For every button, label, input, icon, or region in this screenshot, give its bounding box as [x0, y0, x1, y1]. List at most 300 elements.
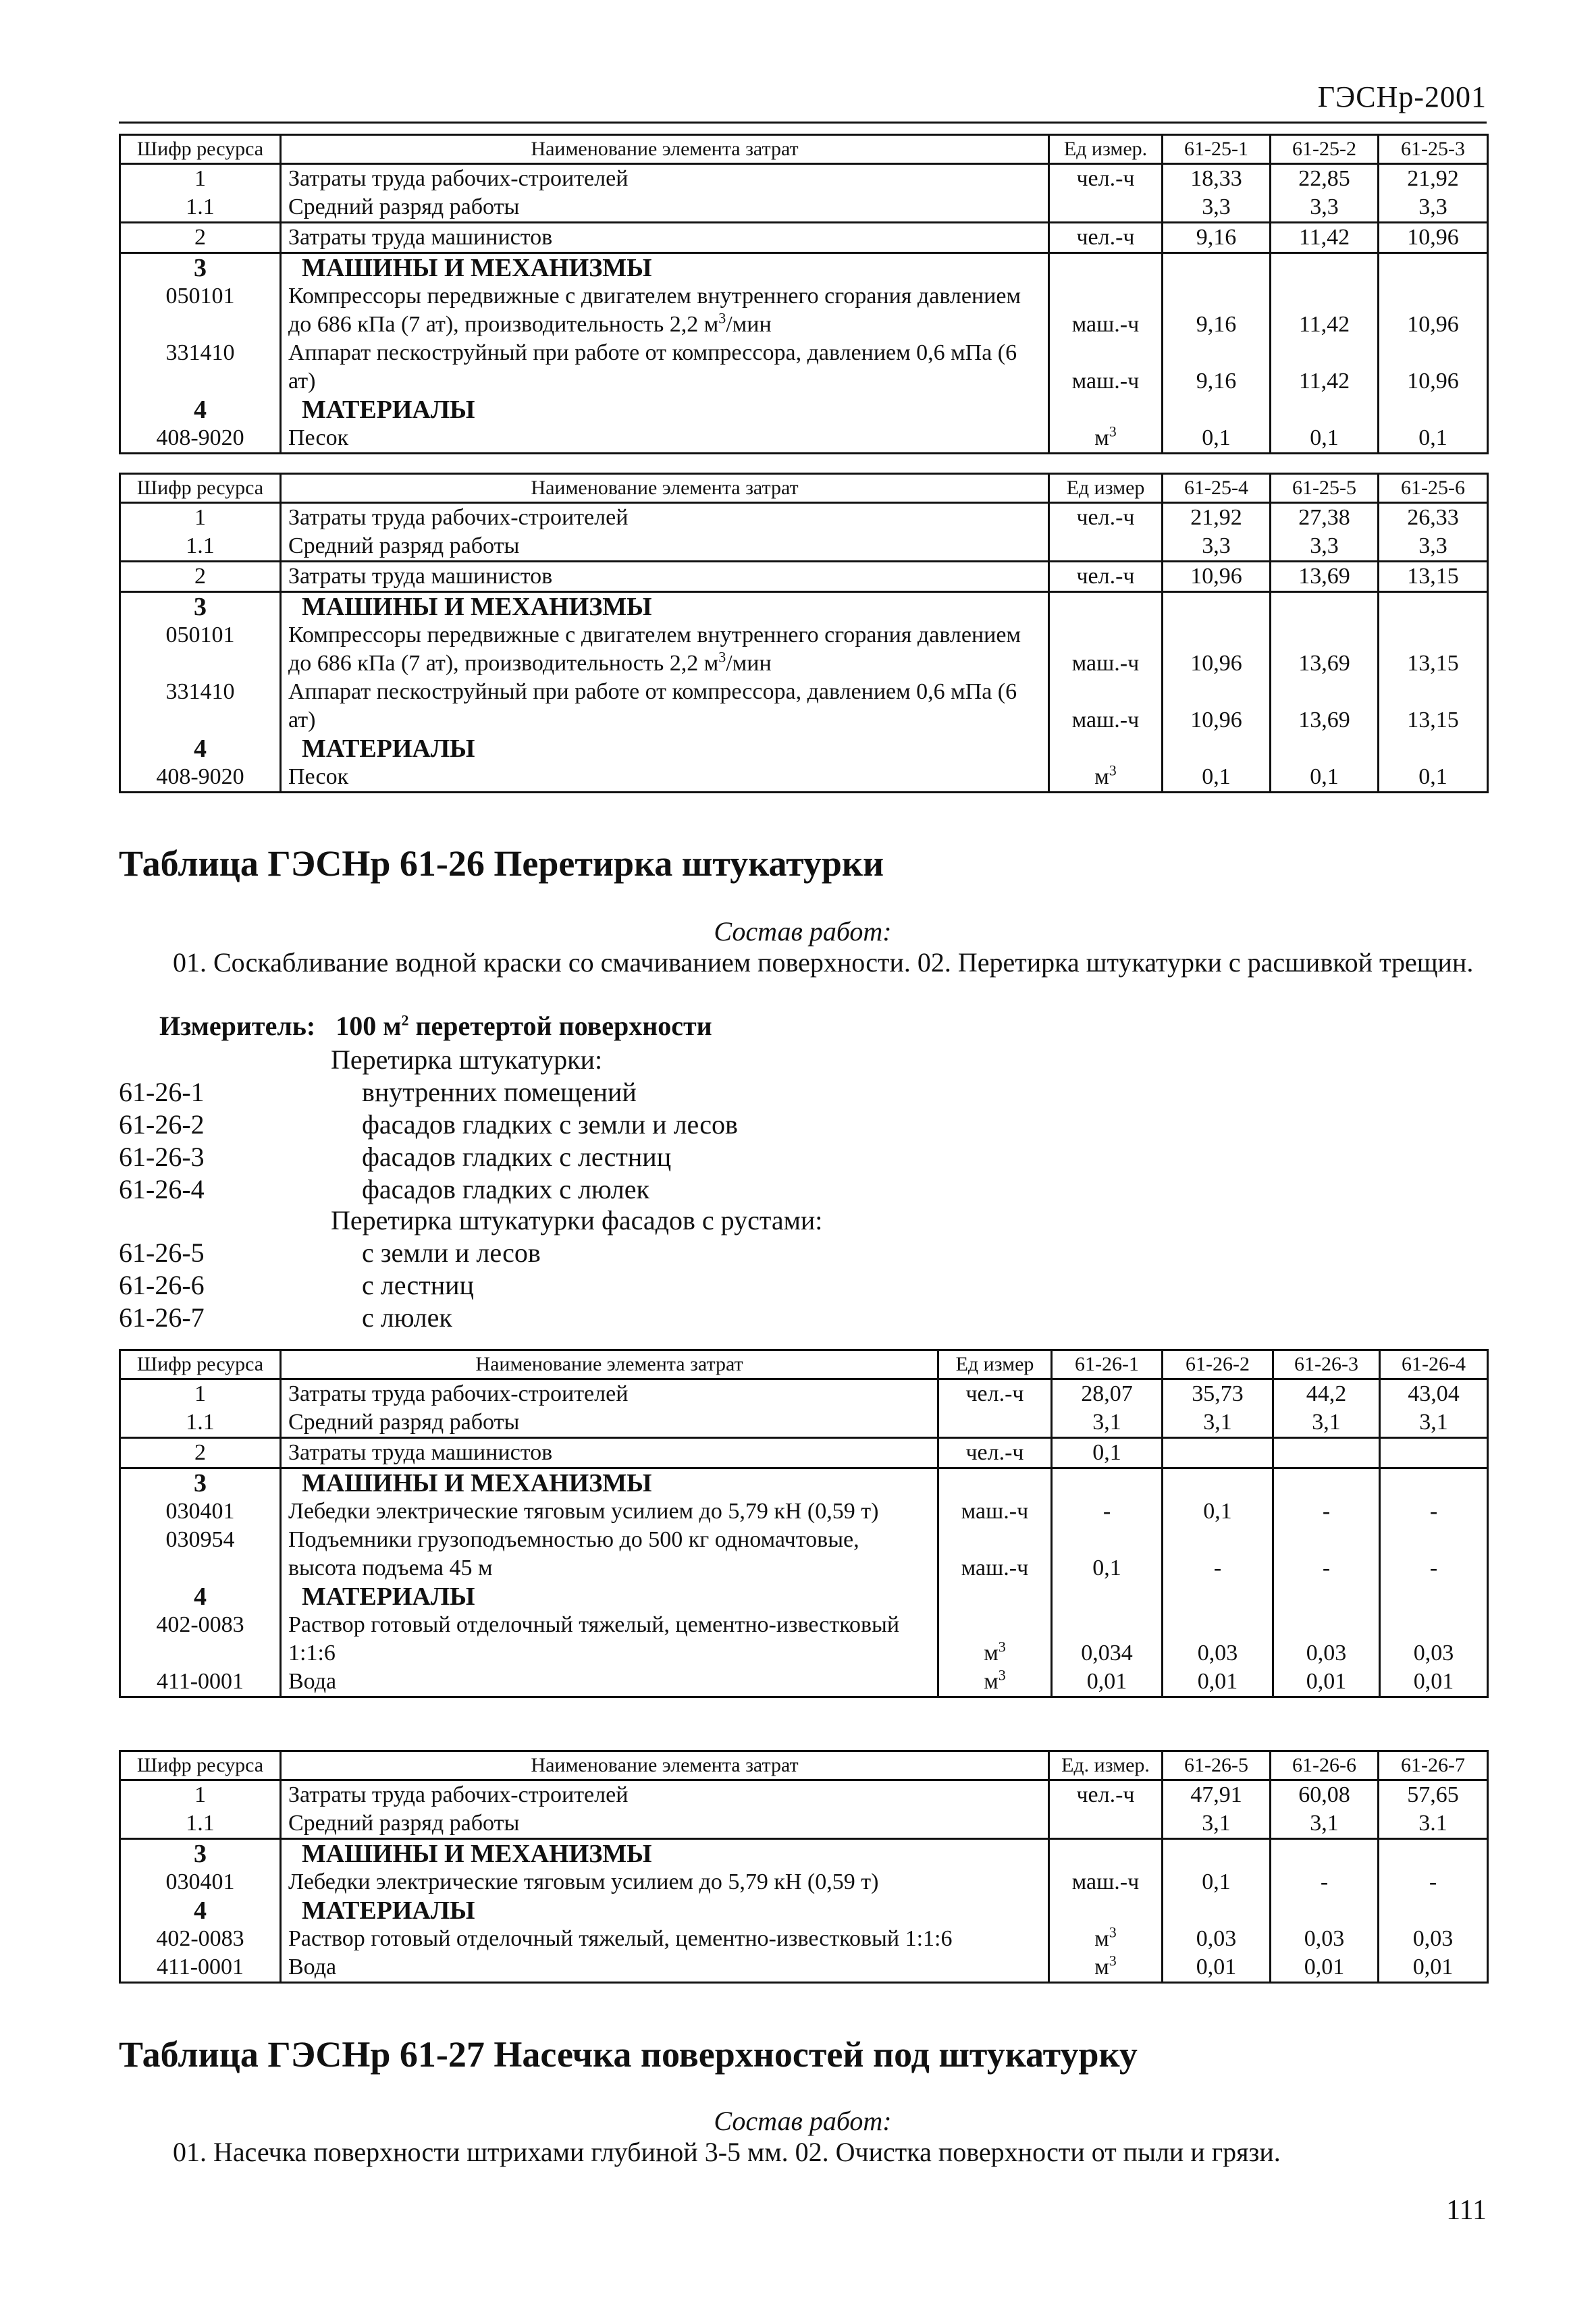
value-cell: 27,38 — [1271, 503, 1379, 533]
column-header: 61-26-7 — [1379, 1751, 1488, 1780]
value-cell: 3,3 — [1163, 193, 1271, 223]
item-text: с лестниц — [362, 1270, 474, 1300]
item-text: фасадов гладких с люлек — [362, 1174, 649, 1204]
cost-element-name: Песок — [281, 763, 1049, 793]
value-cell: - — [1379, 1868, 1488, 1896]
table-61-27-title: Таблица ГЭСНр 61-27 Насечка поверхностей под штукатурку — [119, 2034, 1138, 2075]
table-header-row — [120, 1350, 1488, 1379]
value-cell — [1380, 1583, 1488, 1611]
table-row — [120, 1925, 1488, 1953]
value-cell: 0,03 — [1163, 1925, 1271, 1953]
unit-cell: чел.-ч — [1049, 562, 1163, 592]
column-header: 61-25-6 — [1379, 474, 1488, 503]
cost-element-name: Затраты труда машинистов — [281, 223, 1049, 253]
superscript: 2 — [401, 1011, 409, 1029]
table-row — [120, 1809, 1488, 1839]
value-cell: 0,01 — [1163, 1668, 1273, 1697]
value-cell: 28,07 — [1052, 1379, 1163, 1409]
table-row — [120, 763, 1488, 793]
value-cell: 10,96 — [1379, 223, 1488, 253]
unit-cell: $м^3$ — [938, 1668, 1052, 1697]
measure-label: Измеритель: — [159, 1011, 316, 1041]
table-row — [120, 1896, 1488, 1925]
value-cell — [1379, 396, 1488, 424]
unit-cell — [1049, 1809, 1163, 1839]
item-code: 61-26-7 — [119, 1302, 205, 1333]
unit-cell — [1049, 1896, 1163, 1925]
column-header: Шифр ресурса — [120, 135, 281, 164]
unit-cell: $м^3$ — [938, 1611, 1052, 1668]
value-cell: 10,96 — [1163, 678, 1271, 735]
cost-element-name: Средний разряд работы — [281, 532, 1049, 562]
value-cell: 0,03 — [1380, 1611, 1488, 1668]
unit-cell — [938, 1408, 1052, 1438]
cost-element-name: МАТЕРИАЛЫ — [281, 735, 1049, 763]
value-cell: 0,1 — [1271, 763, 1379, 793]
resource-code: 1 — [120, 164, 281, 194]
value-cell: - — [1271, 1868, 1379, 1896]
cost-element-name: Подъемники грузоподъемностью до 500 кг одномачтовые, высота подъема 45 м — [281, 1526, 938, 1583]
table-row — [120, 1497, 1488, 1526]
unit-cell: $м^3$ — [1049, 1953, 1163, 1983]
value-cell — [1163, 1438, 1273, 1468]
column-header: Ед измер — [938, 1350, 1052, 1379]
value-cell: 0,1 — [1052, 1526, 1163, 1583]
cost-element-name: МАТЕРИАЛЫ — [281, 1896, 1049, 1925]
value-cell: - — [1273, 1526, 1380, 1583]
item-text: с люлек — [362, 1302, 452, 1333]
unit-cell — [938, 1468, 1052, 1498]
resource-code: 030401 — [120, 1497, 281, 1526]
unit-cell — [1049, 532, 1163, 562]
value-cell: 47,91 — [1163, 1780, 1271, 1810]
table-row — [120, 1953, 1488, 1983]
table-header-row — [120, 1751, 1488, 1780]
item-code: 61-26-5 — [119, 1238, 205, 1268]
value-cell — [1379, 1896, 1488, 1925]
cost-element-name: МАШИНЫ И МЕХАНИЗМЫ — [281, 1839, 1049, 1869]
value-cell — [1271, 1839, 1379, 1869]
item-code: 61-26-1 — [119, 1077, 205, 1107]
table-row — [120, 424, 1488, 454]
value-cell: 60,08 — [1271, 1780, 1379, 1810]
column-header: 61-25-4 — [1163, 474, 1271, 503]
value-cell: 3,1 — [1271, 1809, 1379, 1839]
value-cell: 0,01 — [1273, 1668, 1380, 1697]
table-61-26-title: Таблица ГЭСНр 61-26 Перетирка штукатурки — [119, 843, 884, 884]
value-cell — [1163, 735, 1271, 763]
column-header: Шифр ресурса — [120, 1751, 281, 1780]
resource-code: 2 — [120, 1438, 281, 1468]
value-cell — [1052, 1583, 1163, 1611]
unit-cell: маш.-ч — [1049, 1868, 1163, 1896]
value-cell: 0,03 — [1379, 1925, 1488, 1953]
superscript: 3 — [718, 648, 726, 666]
value-cell: 57,65 — [1379, 1780, 1488, 1810]
value-cell: 0,01 — [1271, 1953, 1379, 1983]
cost-element-name: Аппарат пескоструйный при работе от компрессора, давлением 0,6 мПа (6 ат) — [281, 339, 1049, 396]
resource-code: 1.1 — [120, 532, 281, 562]
resource-code: 1.1 — [120, 1809, 281, 1839]
value-cell — [1163, 253, 1271, 283]
value-cell — [1163, 1583, 1273, 1611]
unit-cell: чел.-ч — [1049, 223, 1163, 253]
superscript: 3 — [1109, 762, 1117, 779]
value-cell — [1379, 592, 1488, 622]
resource-code: 411-0001 — [120, 1668, 281, 1697]
column-header: Наименование элемента затрат — [281, 474, 1049, 503]
table-row — [120, 223, 1488, 253]
column-header: 61-26-6 — [1271, 1751, 1379, 1780]
resource-table-61-26-5-7 — [119, 1750, 1489, 1984]
measure-line — [159, 1010, 712, 1042]
resource-table-61-25-4-6 — [119, 473, 1489, 793]
cost-element-name: МАТЕРИАЛЫ — [281, 1583, 938, 1611]
value-cell: 13,15 — [1379, 678, 1488, 735]
table-row — [120, 735, 1488, 763]
value-cell — [1163, 1839, 1271, 1869]
resource-code: 1.1 — [120, 193, 281, 223]
value-cell: 3,3 — [1163, 532, 1271, 562]
unit-cell: маш.-ч — [938, 1497, 1052, 1526]
value-cell: 9,16 — [1163, 282, 1271, 339]
cost-element-name: Раствор готовый отделочный тяжелый, цементно-известковый 1:1:6 — [281, 1611, 938, 1668]
value-cell: 3,3 — [1271, 532, 1379, 562]
cost-element-name: Затраты труда машинистов — [281, 1438, 938, 1468]
resource-code: 331410 — [120, 678, 281, 735]
value-cell: 43,04 — [1380, 1379, 1488, 1409]
table-row — [120, 1868, 1488, 1896]
value-cell — [1271, 253, 1379, 283]
unit-cell — [1049, 396, 1163, 424]
document-code: ГЭСНр-2001 — [1317, 80, 1487, 113]
value-cell: 0,03 — [1163, 1611, 1273, 1668]
value-cell: 11,42 — [1271, 282, 1379, 339]
value-cell: 13,69 — [1271, 621, 1379, 678]
unit-cell: маш.-ч — [1049, 339, 1163, 396]
cost-element-name: Лебедки электрические тяговым усилием до 5,79 кН (0,59 т) — [281, 1868, 1049, 1896]
value-cell: 11,42 — [1271, 223, 1379, 253]
resource-code: 4 — [120, 735, 281, 763]
column-header: 61-26-1 — [1052, 1350, 1163, 1379]
value-cell: 10,96 — [1163, 621, 1271, 678]
value-cell: 26,33 — [1379, 503, 1488, 533]
unit-cell: чел.-ч — [1049, 164, 1163, 194]
value-cell: 3.1 — [1379, 1809, 1488, 1839]
value-cell: 0,1 — [1271, 424, 1379, 454]
resource-code: 050101 — [120, 621, 281, 678]
resource-code: 050101 — [120, 282, 281, 339]
unit-cell: чел.-ч — [1049, 503, 1163, 533]
value-cell — [1271, 592, 1379, 622]
column-header: 61-26-3 — [1273, 1350, 1380, 1379]
cost-element-name: Средний разряд работы — [281, 193, 1049, 223]
value-cell: - — [1380, 1526, 1488, 1583]
cost-element-name: Вода — [281, 1953, 1049, 1983]
table-row — [120, 678, 1488, 735]
resource-code: 030401 — [120, 1868, 281, 1896]
item-text: фасадов гладких с лестниц — [362, 1142, 672, 1172]
value-cell — [1379, 253, 1488, 283]
value-cell — [1380, 1468, 1488, 1498]
resource-code: 3 — [120, 1468, 281, 1498]
resource-table-61-25-1-3 — [119, 134, 1489, 454]
column-header: 61-25-1 — [1163, 135, 1271, 164]
resource-code: 3 — [120, 253, 281, 283]
value-cell: 3,1 — [1273, 1408, 1380, 1438]
item-text: с земли и лесов — [362, 1238, 541, 1268]
page-number: 111 — [1446, 2195, 1487, 2226]
value-cell: 0,01 — [1163, 1953, 1271, 1983]
value-cell: 3,1 — [1380, 1408, 1488, 1438]
measure-value: 100 $м^2$ перетертой поверхности — [336, 1011, 712, 1041]
group-heading-1: Перетирка штукатурки: — [331, 1044, 603, 1075]
value-cell — [1271, 1896, 1379, 1925]
table-row — [120, 1583, 1488, 1611]
unit-cell: чел.-ч — [938, 1438, 1052, 1468]
unit-cell: чел.-ч — [938, 1379, 1052, 1409]
resource-code: 3 — [120, 1839, 281, 1869]
value-cell: 44,2 — [1273, 1379, 1380, 1409]
value-cell: 0,1 — [1163, 424, 1271, 454]
column-header: Шифр ресурса — [120, 474, 281, 503]
value-cell: 0,01 — [1380, 1668, 1488, 1697]
column-header: Наименование элемента затрат — [281, 1751, 1049, 1780]
table-row — [120, 1438, 1488, 1468]
column-header: 61-26-5 — [1163, 1751, 1271, 1780]
cost-element-name: Затраты труда рабочих-строителей — [281, 1780, 1049, 1810]
table-row — [120, 562, 1488, 592]
column-header: 61-25-2 — [1271, 135, 1379, 164]
header-rule — [119, 122, 1487, 124]
value-cell: 10,96 — [1379, 282, 1488, 339]
value-cell — [1052, 1468, 1163, 1498]
table-row — [120, 532, 1488, 562]
column-header: Наименование элемента затрат — [281, 135, 1049, 164]
table-row — [120, 193, 1488, 223]
value-cell: 10,96 — [1163, 562, 1271, 592]
column-header: 61-25-5 — [1271, 474, 1379, 503]
value-cell: - — [1163, 1526, 1273, 1583]
value-cell: - — [1380, 1497, 1488, 1526]
resource-code: 030954 — [120, 1526, 281, 1583]
resource-code: 331410 — [120, 339, 281, 396]
value-cell: 10,96 — [1379, 339, 1488, 396]
item-text: внутренних помещений — [362, 1077, 637, 1107]
table-row — [120, 396, 1488, 424]
unit-cell: маш.-ч — [1049, 678, 1163, 735]
cost-element-name: Затраты труда рабочих-строителей — [281, 1379, 938, 1409]
value-cell — [1273, 1438, 1380, 1468]
value-cell: 0,034 — [1052, 1611, 1163, 1668]
resource-code: 1.1 — [120, 1408, 281, 1438]
value-cell — [1379, 735, 1488, 763]
unit-cell: $м^3$ — [1049, 1925, 1163, 1953]
resource-code: 408-9020 — [120, 763, 281, 793]
value-cell: 9,16 — [1163, 339, 1271, 396]
unit-cell — [1049, 1839, 1163, 1869]
value-cell: 21,92 — [1379, 164, 1488, 194]
table-header-row — [120, 135, 1488, 164]
value-cell: - — [1052, 1497, 1163, 1526]
table-row — [120, 1839, 1488, 1869]
column-header: Шифр ресурса — [120, 1350, 281, 1379]
resource-code: 411-0001 — [120, 1953, 281, 1983]
column-header: 61-26-2 — [1163, 1350, 1273, 1379]
resource-code: 402-0083 — [120, 1611, 281, 1668]
table-row — [120, 1780, 1488, 1810]
table-row — [120, 282, 1488, 339]
superscript: 3 — [1109, 1952, 1117, 1969]
superscript: 3 — [718, 309, 726, 327]
resource-code: 2 — [120, 562, 281, 592]
group-heading-2: Перетирка штукатурки фасадов с рустами: — [331, 1205, 823, 1235]
superscript: 3 — [998, 1666, 1006, 1684]
sostav-label-61-26: Состав работ: — [714, 916, 892, 947]
table-row — [120, 1408, 1488, 1438]
cost-element-name: Средний разряд работы — [281, 1408, 938, 1438]
table-row — [120, 621, 1488, 678]
cost-element-name: Компрессоры передвижные с двигателем внутреннего сгорания давлением до 686 кПа (7 ат), производительность 2,2 $м^3$/мин — [281, 282, 1049, 339]
resource-code: 1 — [120, 503, 281, 533]
value-cell: 0,03 — [1271, 1925, 1379, 1953]
column-header: 61-25-3 — [1379, 135, 1488, 164]
value-cell: 3,3 — [1271, 193, 1379, 223]
unit-cell — [1049, 735, 1163, 763]
resource-code: 408-9020 — [120, 424, 281, 454]
resource-code: 1 — [120, 1379, 281, 1409]
cost-element-name: МАШИНЫ И МЕХАНИЗМЫ — [281, 1468, 938, 1498]
sostav-text-61-26: 01. Соскабливание водной краски со смачиванием поверхности. 02. Перетирка штукатурки с расшивкой трещин. — [173, 947, 1474, 978]
value-cell: 0,1 — [1163, 763, 1271, 793]
value-cell: 0,1 — [1163, 1497, 1273, 1526]
value-cell: 22,85 — [1271, 164, 1379, 194]
value-cell: 3,1 — [1052, 1408, 1163, 1438]
item-code: 61-26-4 — [119, 1174, 205, 1204]
value-cell — [1273, 1583, 1380, 1611]
value-cell: 0,1 — [1379, 424, 1488, 454]
value-cell: 13,15 — [1379, 562, 1488, 592]
column-header: 61-26-4 — [1380, 1350, 1488, 1379]
resource-code: 4 — [120, 1583, 281, 1611]
table-row — [120, 339, 1488, 396]
cost-element-name: МАТЕРИАЛЫ — [281, 396, 1049, 424]
column-header: Ед измер. — [1049, 135, 1163, 164]
column-header: Ед измер — [1049, 474, 1163, 503]
value-cell: - — [1273, 1497, 1380, 1526]
table-row — [120, 592, 1488, 622]
cost-element-name: Песок — [281, 424, 1049, 454]
value-cell — [1163, 592, 1271, 622]
value-cell: 18,33 — [1163, 164, 1271, 194]
sostav-text-61-27: 01. Насечка поверхности штрихами глубиной 3-5 мм. 02. Очистка поверхности от пыли и грязи. — [173, 2137, 1281, 2167]
item-text: фасадов гладких с земли и лесов — [362, 1109, 738, 1140]
unit-cell: маш.-ч — [1049, 282, 1163, 339]
resource-table-61-26-1-4 — [119, 1349, 1489, 1698]
value-cell — [1163, 1468, 1273, 1498]
item-code: 61-26-6 — [119, 1270, 205, 1300]
table-row — [120, 1611, 1488, 1668]
resource-code: 4 — [120, 1896, 281, 1925]
value-cell — [1163, 396, 1271, 424]
cost-element-name: Компрессоры передвижные с двигателем внутреннего сгорания давлением до 686 кПа (7 ат), производительность 2,2 $м^3$/мин — [281, 621, 1049, 678]
cost-element-name: МАШИНЫ И МЕХАНИЗМЫ — [281, 592, 1049, 622]
value-cell — [1273, 1468, 1380, 1498]
value-cell: 3,3 — [1379, 532, 1488, 562]
unit-cell — [938, 1583, 1052, 1611]
sostav-label-61-27: Состав работ: — [714, 2106, 892, 2136]
table-row — [120, 253, 1488, 283]
superscript: 3 — [1109, 1923, 1117, 1941]
value-cell: 0,01 — [1379, 1953, 1488, 1983]
unit-cell: чел.-ч — [1049, 1780, 1163, 1810]
value-cell: 13,69 — [1271, 678, 1379, 735]
resource-code: 1 — [120, 1780, 281, 1810]
unit-cell: $м^3$ — [1049, 424, 1163, 454]
cost-element-name: Затраты труда машинистов — [281, 562, 1049, 592]
value-cell: 3,1 — [1163, 1809, 1271, 1839]
cost-element-name: МАШИНЫ И МЕХАНИЗМЫ — [281, 253, 1049, 283]
table-row — [120, 1468, 1488, 1498]
unit-cell — [1049, 253, 1163, 283]
table-header-row — [120, 474, 1488, 503]
value-cell: 0,1 — [1379, 763, 1488, 793]
value-cell — [1163, 1896, 1271, 1925]
resource-code: 4 — [120, 396, 281, 424]
table-row — [120, 503, 1488, 533]
value-cell: 11,42 — [1271, 339, 1379, 396]
value-cell: 0,1 — [1163, 1868, 1271, 1896]
resource-code: 3 — [120, 592, 281, 622]
value-cell — [1379, 1839, 1488, 1869]
unit-cell — [1049, 193, 1163, 223]
table-row — [120, 1379, 1488, 1409]
table-row — [120, 1668, 1488, 1697]
value-cell: 9,16 — [1163, 223, 1271, 253]
cost-element-name: Средний разряд работы — [281, 1809, 1049, 1839]
unit-cell — [1049, 592, 1163, 622]
value-cell: 0,1 — [1052, 1438, 1163, 1468]
table-row — [120, 164, 1488, 194]
unit-cell: $м^3$ — [1049, 763, 1163, 793]
resource-code: 2 — [120, 223, 281, 253]
value-cell: 21,92 — [1163, 503, 1271, 533]
item-code: 61-26-2 — [119, 1109, 205, 1140]
value-cell: 3,3 — [1379, 193, 1488, 223]
value-cell: 0,03 — [1273, 1611, 1380, 1668]
table-row — [120, 1526, 1488, 1583]
unit-cell: маш.-ч — [938, 1526, 1052, 1583]
column-header: Ед. измер. — [1049, 1751, 1163, 1780]
item-code: 61-26-3 — [119, 1142, 205, 1172]
unit-cell: маш.-ч — [1049, 621, 1163, 678]
cost-element-name: Лебедки электрические тяговым усилием до 5,79 кН (0,59 т) — [281, 1497, 938, 1526]
cost-element-name: Раствор готовый отделочный тяжелый, цементно-известковый 1:1:6 — [281, 1925, 1049, 1953]
cost-element-name: Затраты труда рабочих-строителей — [281, 164, 1049, 194]
value-cell: 13,69 — [1271, 562, 1379, 592]
cost-element-name: Вода — [281, 1668, 938, 1697]
value-cell: 0,01 — [1052, 1668, 1163, 1697]
superscript: 3 — [1109, 423, 1117, 440]
resource-code: 402-0083 — [120, 1925, 281, 1953]
column-header: Наименование элемента затрат — [281, 1350, 938, 1379]
superscript: 3 — [998, 1638, 1006, 1655]
value-cell: 35,73 — [1163, 1379, 1273, 1409]
cost-element-name: Затраты труда рабочих-строителей — [281, 503, 1049, 533]
cost-element-name: Аппарат пескоструйный при работе от компрессора, давлением 0,6 мПа (6 ат) — [281, 678, 1049, 735]
value-cell — [1271, 735, 1379, 763]
value-cell — [1271, 396, 1379, 424]
